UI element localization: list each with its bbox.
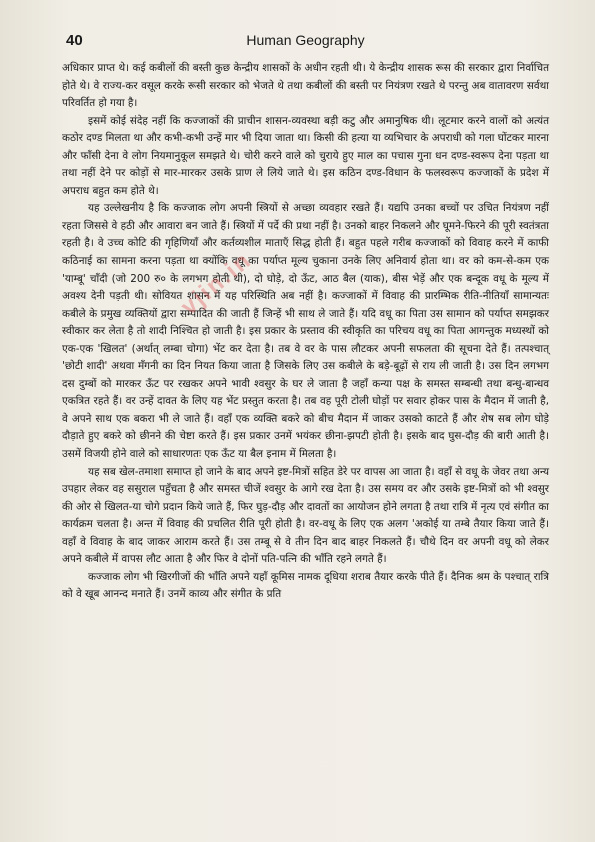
running-title: Human Geography <box>246 32 365 48</box>
page-header <box>62 32 549 56</box>
watermark: vjin.in <box>175 246 257 321</box>
paragraph-1: अधिकार प्राप्त थे। कई कबीलों की बस्ती कुछ केन्द्रीय शासकों के अधीन रहती थी। ये केन्द्रीय शासक रूस की सरकार द्वारा निर्वाचित होते थे। वे राज्य-कर वसूल करके रूसी सरकार को भेजते थे तथा कबीलों की बस्ती पर नियंत्रण रखते थे परन्तु अब वातावरण सर्वथा परिवर्तित हो गया है। <box>62 62 549 110</box>
paragraph-3: यह उल्लेखनीय है कि कज्जाक लोग अपनी स्त्रियों से अच्छा व्यवहार रखते हैं। यद्यपि उनका बच्चों पर उचित नियंत्रण नहीं रहता जिससे वे हठी और आवारा बन जाते हैं। स्त्रियों में पर्दे की प्रथा नहीं है। उनको बाहर निकलने और घूमने-फिरने की पूरी स्वतंत्रता रहती है। वे उच्च कोटि की गृहिणियाँ और कर्तव्यशील माताएँ सिद्ध होती हैं। बहुत पहले गरीब कज्जाकों को विवाह करने में काफी कठिनाई का सामना करना पड़ता था क्योंकि वधू का पर्याप्त मूल्य चुकाना उनके लिए अनिवार्य होता था। वर को कम-से-कम एक 'याम्बू' चाँदी (जो 200 रु० के लगभग होती थी), दो घोड़े, दो ऊँट, आठ बैल (याक), बीस भेड़ें और एक बन्दूक वधू के मूल्य में अवश्य देनी पड़ती थी। सोवियत शासन में यह परिस्थिति अब नहीं है। कज्जाकों में विवाह की प्रारम्भिक रीति-नीतियाँ सामान्यतः कबीले के प्रमुख व्यक्तियों द्वारा सम्पादित की जाती हैं जिन्हें भी साथ ले जाते हैं। यदि वधू का पिता उस सामान को पर्याप्त समझकर स्वीकार कर लेता है तो शादी निश्चित हो जाती है। इस प्रकार के प्रस्ताव की स्वीकृति का परिचय वधू का पिता आगन्तुक मध्यस्थों को एक-एक 'खिलत' (अर्थात् लम्बा चोगा) भेंट कर देता है। तब वे वर के पास लौटकर अपनी सफलता की सूचना देते हैं। तत्पश्चात् 'छोटी शादी' अथवा मँगनी का दिन नियत किया जाता है जिसके लिए उस कबीले के बड़े-बूढ़ों से राय ली जाती है। उस दिन लगभग दस दुम्बों को मारकर ऊँट पर रखकर अपने भावी श्वसुर के घर ले जाता है जहाँ कन्या पक्ष के समस्त सम्बन्धी तथा बन्धु-बान्धव एकत्रित रहते हैं। वर उन्हें दावत के लिए यह भेंट प्रस्तुत करता है। तब वह पूरी टोली घोड़ों पर सवार होकर पास के मैदान में जाती है, वे अपने साथ एक बकरा भी ले जाते हैं। वहाँ एक व्यक्ति बकरे को बीच मैदान में जाकर उसको काटते हैं और शेष सब लोग घोड़े दौड़ाते हुए बकरे को छीनने की चेष्टा करते हैं। इस प्रकार उनमें भयंकर छीना-झपटी होती है। इसके बाद घुस-दौड़ की बारी आती है। उसमें विजयी होने वाले को साधारणतः एक ऊँट या बैल इनाम में मिलता है। <box>62 202 549 461</box>
page-number: 40 <box>66 32 83 49</box>
paragraph-5: कज्जाक लोग भी खिरगीजों की भाँति अपने यहाँ कूमिस नामक दूधिया शराब तैयार करके पीते हैं। दैनिक श्रम के पश्चात् रात्रि को वे खूब आनन्द मनाते हैं। उनमें काव्य और संगीत के प्रति <box>62 570 549 601</box>
paragraph-4: यह सब खेल-तमाशा समाप्त हो जाने के बाद अपने इष्ट-मित्रों सहित डेरे पर वापस आ जाता है। वहाँ से वधू के जेवर तथा अन्य उपहार लेकर वह ससुराल पहुँचता है और समस्त चीजें श्वसुर के आगे रख देता है। उस समय वर और उसके इष्ट-मित्रों को भी श्वसुर की ओर से खिलत-या चोगे प्रदान किये जाते हैं, फिर घुड़-दौड़ और दावतों का आयोजन होने लगता है तथा रात्रि में नृत्य एवं संगीत का कार्यक्रम चलता है। अन्त में विवाह की प्रचलित रीति पूरी होती है। वर-वधू के लिए एक अलग 'अकोई या तम्बे तैयार किया जाते हैं। वहाँ वे विवाह के बाद जाकर आराम करते हैं। उस तम्बू से वे तीन दिन बाद बाहर निकलते हैं। चौथे दिन वर अपनी वधू को लेकर अपने कबीले में वापस लौट आता है और फिर वे दोनों पति-पत्नि की भाँति रहने लगते हैं। <box>62 465 549 566</box>
paragraph-2: इसमें कोई संदेह नहीं कि कज्जाकों की प्राचीन शासन-व्यवस्था बड़ी कटु और अमानुषिक थी। लूटमार करने वालों को अत्यंत कठोर दण्ड मिलता था और कभी-कभी उन्हें मार भी दिया जाता था। किसी की हत्या या व्यभिचार के अपराधी को गला घोंटकर मारना और फाँसी देना वे लोग नियमानुकूल समझते थे। चोरी करने वाले को चुराये हुए माल का पचास गुना धन दण्ड-स्वरूप देना पड़ता था तथा नहीं देने पर कोड़ों से मार-मारकर उसके प्राण ले लिये जाते थे। इस कठिन दण्ड-विधान के फलस्वरूप कज्जाकों के प्रदेश में अपराध बहुत कम होते थे। <box>62 114 549 197</box>
body-text <box>62 60 549 604</box>
